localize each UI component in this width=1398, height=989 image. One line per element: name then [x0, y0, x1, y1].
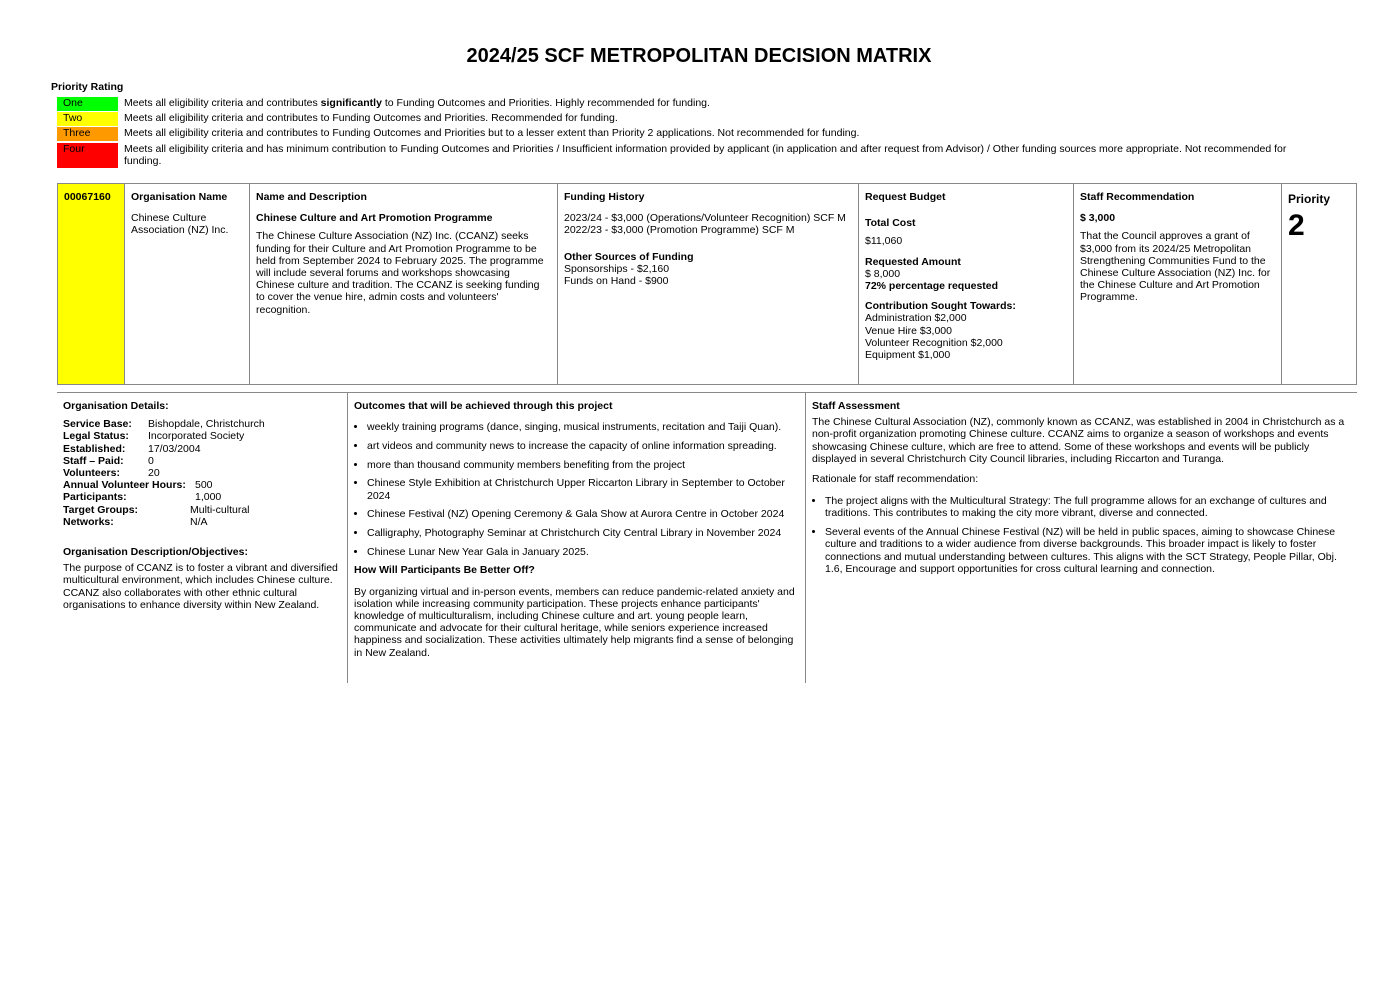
description-text: Meets all eligibility criteria and contributes — [124, 97, 321, 109]
description-text: Meets all eligibility criteria and has minimum contribution to Funding Outcomes and Priorities / Insufficient information provided by applicant (in application and after request from Advisor) / Other funding sources more appropriate. Not recommended for funding. — [124, 143, 1287, 168]
organisation-detail-row — [63, 443, 341, 455]
priority-level-description — [118, 127, 1304, 141]
priority-value: 2 — [1288, 209, 1305, 243]
outcome-item: • weekly training programs (dance, singing, musical instruments, recitation and Taiji Quan). — [367, 421, 799, 433]
detail-value: N/A — [190, 515, 208, 528]
organisation-details-header: Organisation Details: — [63, 400, 169, 412]
rationale-item: • Several events of the Annual Chinese Festival (NZ) will be held in public spaces, aiming to showcase Chinese culture and traditions to a wider audience from diverse backgrounds. This broader impact is likely to foster connections and mutual understanding between cultures. This aligns with the SCT Strategy, People Pillar, Obj. 1.6, Encourage and support opportunities for cross cultural learning and connection. — [825, 526, 1351, 575]
funding-history-header: Funding History — [564, 191, 645, 203]
description-emphasis: significantly — [320, 97, 382, 109]
detail-value: 17/03/2004 — [148, 442, 201, 455]
requested-amount-label: Requested Amount — [865, 255, 961, 268]
staff-recommendation-header: Staff Recommendation — [1080, 191, 1195, 203]
contribution-line: Volunteer Recognition $2,000 — [865, 336, 1003, 349]
organisation-detail-row — [63, 430, 341, 442]
detail-key: Established: — [63, 442, 126, 455]
priority-header: Priority — [1288, 192, 1331, 206]
priority-level-label: One — [57, 97, 118, 111]
organisation-detail-row — [63, 418, 341, 430]
outcome-item: • art videos and community news to increase the capacity of online information spreading. — [367, 440, 799, 452]
organisation-detail-row — [63, 455, 341, 467]
detail-key: Target Groups: — [63, 503, 139, 516]
total-cost-value: $11,060 — [865, 235, 903, 248]
contribution-label: Contribution Sought Towards: — [865, 300, 1016, 313]
application-id: 00067160 — [64, 191, 111, 203]
detail-key: Legal Status: — [63, 430, 129, 443]
request-budget-cell — [859, 184, 1074, 384]
organisation-detail-row — [63, 491, 341, 503]
project-name: Chinese Culture and Art Promotion Programme — [256, 212, 493, 225]
staff-assessment-column — [806, 393, 1357, 683]
other-source-line: Funds on Hand - $900 — [564, 275, 669, 288]
detail-key: Service Base: — [63, 418, 132, 431]
staff-assessment-header: Staff Assessment — [812, 400, 900, 412]
description-text: Meets all eligibility criteria and contributes to Funding Outcomes and Priorities. Recommended for funding. — [124, 112, 618, 124]
outcome-item: • Chinese Festival (NZ) Opening Ceremony & Gala Show at Aurora Centre in October 2024 — [367, 508, 799, 520]
contribution-line: Venue Hire $3,000 — [865, 324, 952, 337]
detail-value: Bishopdale, Christchurch — [148, 418, 265, 431]
percentage-requested: 72% percentage requested — [865, 280, 999, 293]
other-sources-header: Other Sources of Funding — [564, 250, 694, 263]
detail-key: Annual Volunteer Hours: — [63, 479, 186, 492]
detail-key: Volunteers: — [63, 467, 120, 480]
contribution-line: Administration $2,000 — [865, 312, 967, 325]
detail-value: 20 — [148, 467, 160, 480]
organisation-description: The purpose of CCANZ is to foster a vibrant and diversified multicultural environment, which includes Chinese culture. CCANZ also collaborates with other ethnic cultural organisations to enhance diversity within New Zealand. — [63, 562, 338, 611]
organisation-description-header: Organisation Description/Objectives: — [63, 546, 248, 559]
priority-level-label: Three — [57, 127, 118, 141]
contribution-line: Equipment $1,000 — [865, 349, 951, 362]
outcome-item: • Chinese Lunar New Year Gala in January 2025. — [367, 546, 799, 558]
detail-value: 500 — [195, 479, 213, 492]
outcomes-column — [348, 393, 806, 683]
detail-key: Staff – Paid: — [63, 454, 124, 467]
priority-rating-row — [57, 112, 1304, 126]
outcome-item: • more than thousand community members benefiting from the project — [367, 459, 799, 471]
funding-history-line: 2023/24 - $3,000 (Operations/Volunteer Recognition) SCF M — [564, 212, 846, 225]
rationale-label: Rationale for staff recommendation: — [812, 473, 979, 486]
priority-rating-heading: Priority Rating — [51, 81, 124, 93]
priority-level-label: Two — [57, 112, 118, 126]
priority-level-description — [118, 97, 1304, 111]
outcome-item: • Calligraphy, Photography Seminar at Christchurch City Central Library in November 2024 — [367, 527, 799, 539]
requested-amount-value: $ 8,000 — [865, 267, 901, 280]
priority-rating-row — [57, 143, 1304, 168]
funding-history-cell — [558, 184, 859, 384]
better-off-header: How Will Participants Be Better Off? — [354, 564, 535, 577]
funding-history-line: 2022/23 - $3,000 (Promotion Programme) SCF M — [564, 224, 795, 237]
priority-level-description — [118, 112, 1304, 126]
organisation-detail-row — [63, 516, 341, 528]
organisation-detail-row — [63, 504, 341, 516]
outcomes-list — [354, 421, 799, 558]
details-section — [57, 392, 1357, 683]
detail-value: 1,000 — [195, 491, 222, 504]
rationale-item: • The project aligns with the Multicultural Strategy: The full programme allows for an exchange of cultures and traditions. This contributes to making the city more vibrant, diverse and connected. — [825, 495, 1351, 519]
staff-recommendation-cell — [1074, 184, 1282, 384]
priority-level-description — [118, 143, 1304, 168]
priority-level-label: Four — [57, 143, 118, 168]
project-description: The Chinese Culture Association (NZ) Inc. (CCANZ) seeks funding for their Culture and Art Promotion Programme to be held from September 2024 to February 2025. The programme will include several forums and workshops showcasing Chinese culture and tradition. The CCANZ is seeking funding to cover the venue hire, admin costs and volunteers' recognition. — [256, 230, 544, 316]
detail-value: Incorporated Society — [148, 430, 245, 443]
detail-value: Multi-cultural — [190, 503, 250, 516]
name-description-cell — [250, 184, 558, 384]
detail-key: Networks: — [63, 515, 114, 528]
organisation-detail-row — [63, 479, 341, 491]
outcomes-header: Outcomes that will be achieved through this project — [354, 400, 613, 412]
organisation-name-cell — [125, 184, 250, 384]
organisation-details-list — [63, 418, 341, 528]
organisation-detail-row — [63, 467, 341, 479]
organisation-name-header: Organisation Name — [131, 191, 228, 203]
priority-rating-row — [57, 127, 1304, 141]
organisation-details-column — [57, 393, 348, 683]
organisation-name: Chinese Culture Association (NZ) Inc. — [131, 212, 229, 237]
other-source-line: Sponsorships - $2,160 — [564, 262, 670, 275]
detail-value: 0 — [148, 454, 154, 467]
staff-recommendation-amount: $ 3,000 — [1080, 212, 1116, 225]
request-budget-header: Request Budget — [865, 191, 946, 203]
description-text: to Funding Outcomes and Priorities. Highly recommended for funding. — [381, 97, 710, 109]
staff-assessment-text: The Chinese Cultural Association (NZ), commonly known as CCANZ, was established in 2004 in Christchurch as a non-profit organization promoting Chinese culture. CCANZ aims to organize a season of workshops and events showcasing Chinese culture, which are free to attend. Some of these workshops and events will be publicly displayed in several Christchurch City Council libraries, including Riccarton and Turanga. — [812, 416, 1345, 465]
priority-cell — [1282, 184, 1356, 384]
name-description-header: Name and Description — [256, 191, 367, 203]
better-off-text: By organizing virtual and in-person events, members can reduce pandemic-related anxiety and isolation while increasing community participation. These projects enhance participants' knowledge of multiculturalism, including Chinese culture and art. young people learn, communicate and advocate for their cultural heritage, while seniors experience increased happiness and socialization. These activities ultimately help migrants find a sense of belonging in New Zealand. — [354, 585, 795, 659]
application-id-cell — [58, 184, 125, 384]
outcome-item: • Chinese Style Exhibition at Christchurch Upper Riccarton Library in September to October 2024 — [367, 477, 799, 501]
staff-recommendation-text: That the Council approves a grant of $3,000 from its 2024/25 Metropolitan Strengthening Communities Fund to the Chinese Culture Association (NZ) Inc. for the Chinese Culture and Art Promotion Programme. — [1080, 230, 1271, 304]
priority-rating-row — [57, 97, 1304, 111]
description-text: Meets all eligibility criteria and contributes to Funding Outcomes and Priorities but to a lesser extent than Priority 2 applications. Not recommended for funding. — [124, 127, 860, 139]
page-title: 2024/25 SCF METROPOLITAN DECISION MATRIX — [466, 45, 932, 67]
detail-key: Participants: — [63, 491, 127, 504]
rationale-list — [812, 495, 1351, 575]
application-row — [57, 183, 1357, 385]
total-cost-label: Total Cost — [865, 217, 916, 230]
